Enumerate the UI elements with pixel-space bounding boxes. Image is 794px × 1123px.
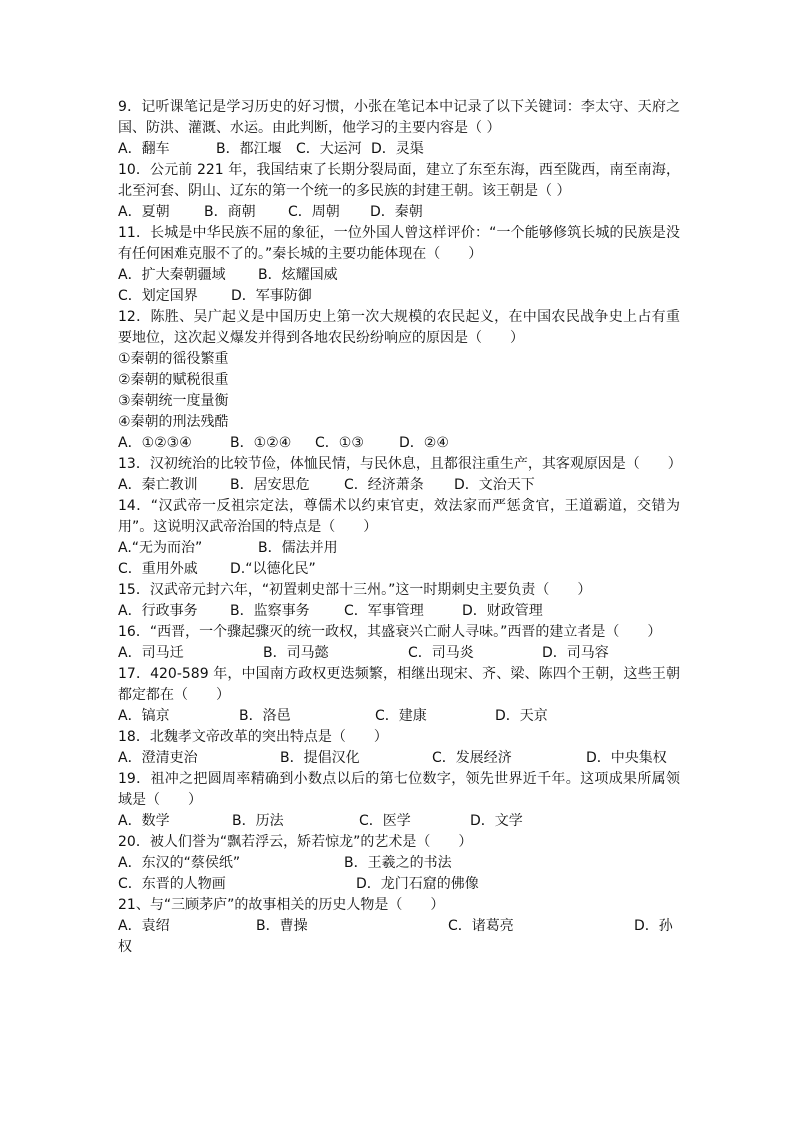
option-c: C．军事管理: [344, 603, 424, 619]
question-11-options-row2: [118, 286, 680, 307]
question-16-stem: 16．“西晋，一个骤起骤灭的统一政权，其盛衰兴亡耐人寻味。”西晋的建立者是（ ）: [118, 624, 662, 640]
question-15-stem: 15．汉武帝元封六年，“初置刺史部十三州。”这一时期刺史主要负责（ ）: [118, 582, 592, 598]
option-d: D．孙: [634, 918, 673, 934]
option-c: C．司马炎: [408, 645, 474, 661]
statement-1: ①秦朝的徭役繁重: [118, 351, 229, 367]
option-d: D．军事防御: [231, 288, 312, 304]
option-d: D.“以德化民”: [230, 561, 316, 577]
option-d: D．天京: [495, 708, 548, 724]
option-b: B．曹操: [256, 918, 308, 934]
option-a: A．行政事务: [118, 603, 198, 619]
option-a: A.“无为而治”: [118, 540, 203, 556]
question-12-stem: 12．陈胜、吴广起义是中国历史上第一次大规模的农民起义，在中国农民战争史上占有重要地位，这次起义爆发并得到各地农民纷纷响应的原因是（ ）: [118, 309, 680, 346]
option-d: D．中央集权: [586, 750, 667, 766]
option-b: B．提倡汉化: [280, 750, 360, 766]
option-a: A．①②③④: [118, 435, 192, 451]
question-20-options-row2: [118, 874, 680, 895]
option-b: B．监察事务: [230, 603, 310, 619]
question-14-stem: 14．“汉武帝一反祖宗定法，尊儒术以约束官吏，效法家而严惩贪官，王道霸道，交错为用”。这说明汉武帝治国的特点是（ ）: [118, 498, 680, 535]
question-14-options-row2: [118, 559, 680, 580]
option-a: A．秦亡教训: [118, 477, 198, 493]
option-b: B．王羲之的书法: [344, 855, 452, 871]
option-a: A．夏朝: [118, 204, 170, 220]
option-d: D．文学: [470, 813, 523, 829]
statement-4: ④秦朝的刑法残酷: [118, 414, 229, 430]
option-b: B．都江堰: [216, 141, 282, 157]
question-11-options-row1: [118, 265, 680, 286]
question-18-options: [118, 748, 680, 769]
option-d-continuation: 权: [118, 939, 132, 955]
question-19-stem: 19．祖冲之把圆周率精确到小数点以后的第七位数字，领先世界近千年。这项成果所属领域是（ ）: [118, 771, 680, 808]
question-16-options: [118, 643, 680, 664]
option-b: B．商朝: [204, 204, 256, 220]
option-c: C．周朝: [288, 204, 340, 220]
option-c: C．诸葛亮: [448, 918, 514, 934]
option-a: A．翻车: [118, 141, 170, 157]
option-c: C．发展经济: [432, 750, 512, 766]
option-c: C．重用外戚: [118, 561, 198, 577]
option-d: D．秦朝: [370, 204, 423, 220]
option-a: A．镐京: [118, 708, 170, 724]
question-14-options-row1: [118, 538, 680, 559]
question-21-stem: 21、与“三顾茅庐”的故事相关的历史人物是（ ）: [118, 897, 445, 913]
question-20-stem: 20．被人们誉为“飘若浮云，矫若惊龙”的艺术是（ ）: [118, 834, 473, 850]
question-13-stem: 13．汉初统治的比较节俭，体恤民情，与民休息，且都很注重生产，其客观原因是（ ）: [118, 456, 682, 472]
question-17-options: [118, 706, 680, 727]
question-13-options: [118, 475, 680, 496]
question-21-options: [118, 916, 680, 937]
statement-2: ②秦朝的赋税很重: [118, 372, 229, 388]
question-10-options: [118, 202, 680, 223]
option-b: B．①②④: [230, 435, 292, 451]
option-a: A．数学: [118, 813, 170, 829]
option-d: D．龙门石窟的佛像: [356, 876, 479, 892]
option-b: B．炫耀国威: [258, 267, 338, 283]
option-c: C．医学: [359, 813, 411, 829]
option-c: C．大运河: [296, 141, 362, 157]
option-b: B．居安思危: [230, 477, 310, 493]
option-c: C．东晋的人物画: [118, 876, 226, 892]
option-c: C．①③: [315, 435, 364, 451]
question-20-options-row1: [118, 853, 680, 874]
option-a: A．司马迁: [118, 645, 184, 661]
option-a: A．澄清吏治: [118, 750, 198, 766]
option-b: B．司马懿: [263, 645, 329, 661]
option-d: D．文治天下: [454, 477, 535, 493]
question-12-options: [118, 433, 680, 454]
question-9-options: [118, 139, 680, 160]
option-d: D．灵渠: [371, 141, 424, 157]
option-d: D．②④: [399, 435, 449, 451]
option-b: B．历法: [232, 813, 284, 829]
option-d: D．财政管理: [462, 603, 543, 619]
option-b: B．洛邑: [239, 708, 291, 724]
question-11-stem: 11．长城是中华民族不屈的象征，一位外国人曾这样评价：“一个能够修筑长城的民族是没有任何困难克服不了的。”秦长城的主要功能体现在（ ）: [118, 225, 680, 262]
question-17-stem: 17．420-589 年，中国南方政权更迭频繁，相继出现宋、齐、梁、陈四个王朝，这些王朝都定都在（ ）: [118, 666, 680, 703]
question-15-options: [118, 601, 680, 622]
option-c: C．划定国界: [118, 288, 198, 304]
option-c: C．经济萧条: [344, 477, 424, 493]
question-10-stem: 10．公元前 221 年，我国结束了长期分裂局面，建立了东至东海，西至陇西，南至南海，北至河套、阴山、辽东的第一个统一的多民族的封建王朝。该王朝是（ ）: [118, 162, 680, 199]
option-b: B．儒法并用: [258, 540, 338, 556]
option-c: C．建康: [375, 708, 427, 724]
option-a: A．扩大秦朝疆域: [118, 267, 226, 283]
question-18-stem: 18．北魏孝文帝改革的突出特点是（ ）: [118, 729, 388, 745]
option-a: A．袁绍: [118, 918, 170, 934]
question-9-stem: 9．记听课笔记是学习历史的好习惯，小张在笔记本中记录了以下关键词：李太守、天府之国、防洪、灌溉、水运。由此判断，他学习的主要内容是（ ）: [118, 99, 680, 136]
option-a: A．东汉的“蔡侯纸”: [118, 855, 241, 871]
option-d: D．司马容: [542, 645, 609, 661]
statement-3: ③秦朝统一度量衡: [118, 393, 229, 409]
exam-page: [118, 97, 680, 958]
question-19-options: [118, 811, 680, 832]
